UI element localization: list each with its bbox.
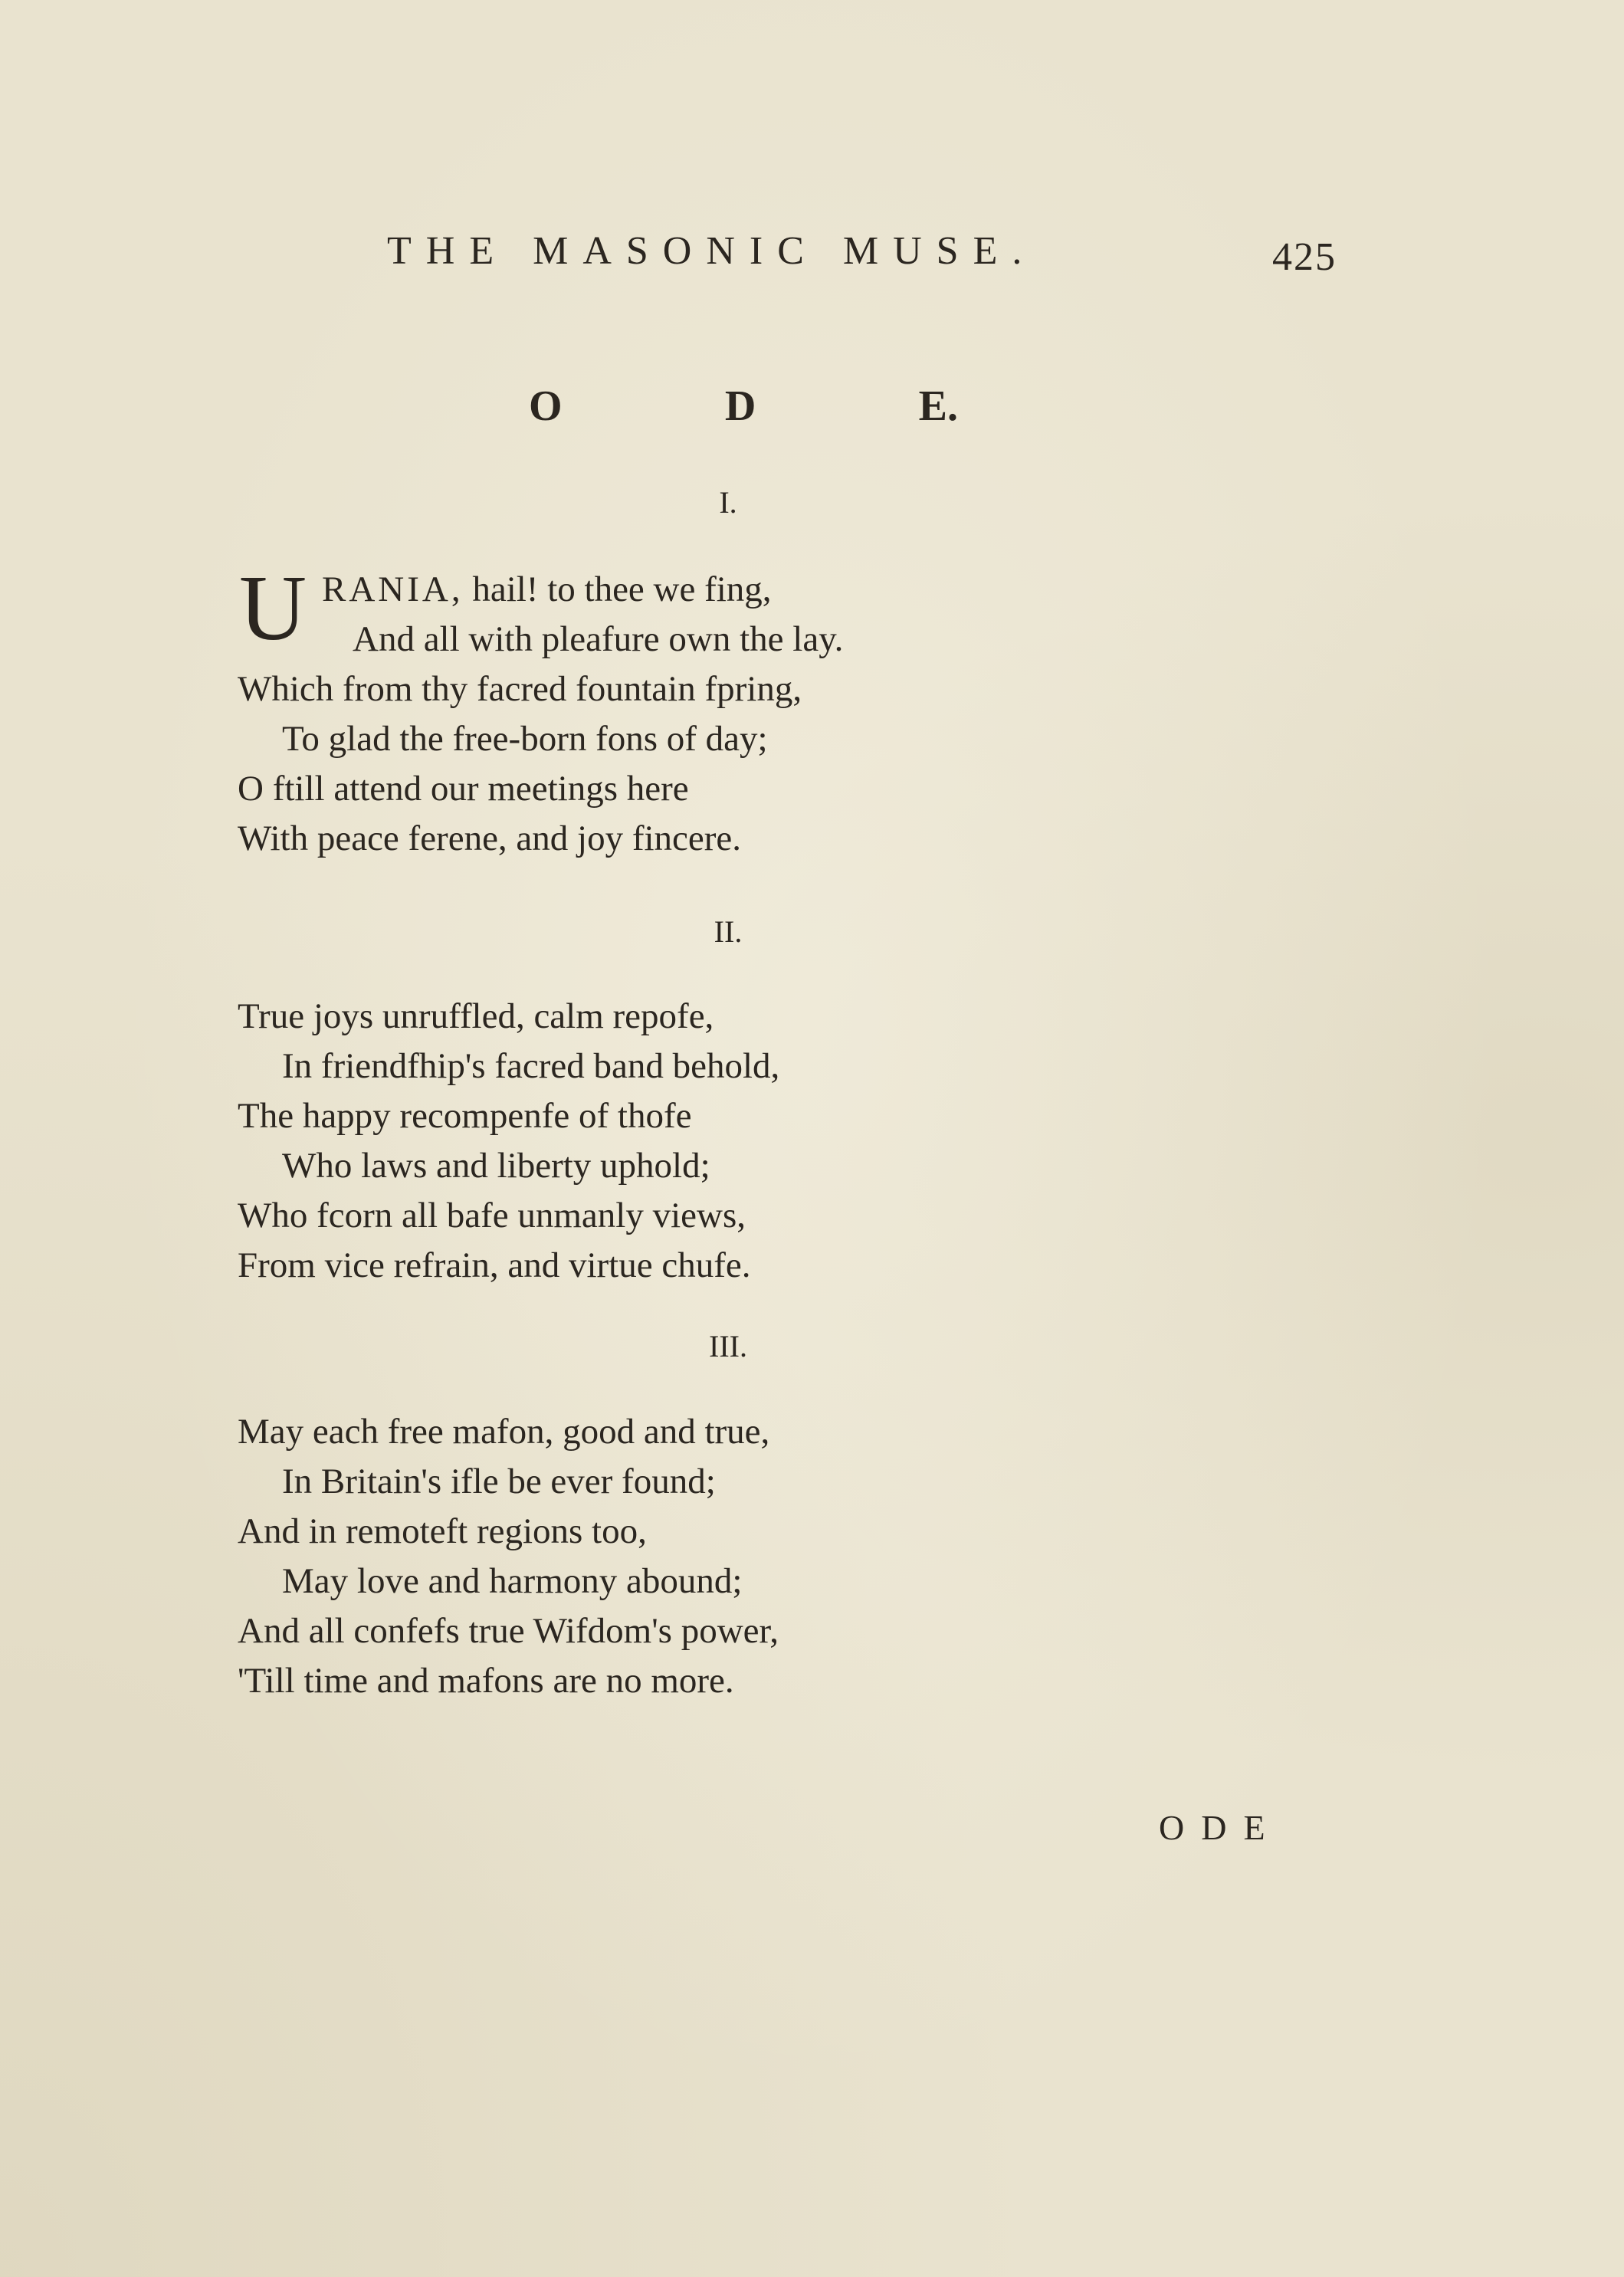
running-head: THE MASONIC MUSE. — [387, 229, 1037, 273]
title-letter: E. — [918, 382, 958, 430]
stanza — [238, 992, 1157, 1291]
catchword: ODE — [1159, 1808, 1282, 1847]
poem-line: From vice refrain, and virtue chufe. — [238, 1245, 751, 1285]
poem-line: May each free mafon, good and true, — [238, 1412, 770, 1452]
stanza-number: III. — [709, 1329, 747, 1363]
title-letter: D — [724, 382, 756, 430]
page-number: 425 — [1272, 235, 1337, 279]
stanza-number: II. — [714, 914, 743, 949]
poem-title — [529, 382, 958, 431]
drop-cap: U — [239, 556, 307, 660]
poem-line: And all with pleafure own the lay. — [353, 619, 844, 659]
poem-line: With peace ferene, and joy fincere. — [238, 819, 742, 858]
poem-line: 'Till time and mafons are no more. — [238, 1661, 734, 1701]
poem-line: The happy recompenfe of thofe — [238, 1096, 692, 1136]
poem-line: To glad the free-born fons of day; — [282, 719, 768, 759]
poem-line: Who laws and liberty uphold; — [282, 1146, 710, 1186]
stanza-number: I. — [719, 485, 737, 520]
poem-line: True joys unruffled, calm repofe, — [238, 996, 714, 1036]
stanza — [238, 1407, 1157, 1706]
first-word: RANIA, — [322, 569, 464, 609]
poem-line: In friendfhip's facred band behold, — [282, 1046, 780, 1086]
poem-line: Who fcorn all bafe unmanly views, — [238, 1196, 746, 1235]
poem-line: O ftill attend our meetings here — [238, 769, 689, 809]
title-letter: O — [529, 382, 563, 430]
line-text: hail! to thee we fing, — [472, 569, 772, 609]
poem-line: May love and harmony abound; — [282, 1561, 743, 1601]
stanza — [238, 556, 1157, 864]
poem-line: And all confefs true Wifdom's power, — [238, 1611, 779, 1651]
poem-line: And in remoteft regions too, — [238, 1511, 647, 1551]
poem-line: Which from thy facred fountain fpring, — [238, 669, 802, 709]
poem-line: In Britain's ifle be ever found; — [282, 1462, 716, 1501]
